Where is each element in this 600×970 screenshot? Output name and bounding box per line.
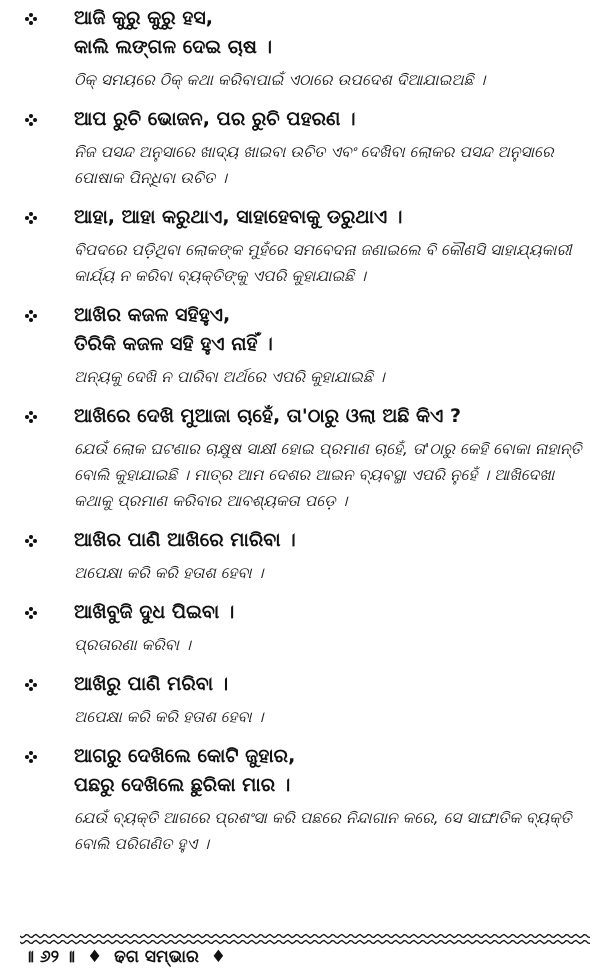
proverb-text — [74, 526, 582, 555]
proverb-meaning: ଅପେକ୍ଷା କରି କରି ହତାଶ ହେବା । — [74, 564, 264, 582]
proverb-text — [74, 4, 582, 62]
proverb-line: ଆଖିରୁ ପାଣି ମରିବା । — [74, 673, 229, 695]
proverb-line: ଆଜି କୁରୁ କୁରୁ ହସ, — [74, 7, 213, 29]
proverb-line: ଆଖିର କଜଳ ସହିହୁଏ, — [74, 304, 231, 326]
proverb-entry — [0, 598, 600, 658]
proverb-text — [74, 203, 582, 232]
proverb-text — [74, 670, 582, 699]
four-petal-ornament-icon — [24, 678, 38, 692]
proverb-entry — [0, 105, 600, 191]
proverb-entry — [0, 301, 600, 390]
proverb-text — [74, 301, 582, 359]
four-petal-ornament-icon — [24, 534, 38, 548]
four-petal-ornament-icon — [24, 12, 38, 26]
proverb-line: ତିରିକି କଜଳ ସହି ହୁଏ ନାହିଁ । — [74, 333, 273, 355]
proverb-meaning: ପ୍ରତାରଣା କରିବା । — [74, 636, 191, 654]
proverb-line: ଆଖିରେ ଦେଖି ମୁଆଜା ଚାହେଁ, ତା'ଠାରୁ ଓଲା ଅଛି କିଏ ? — [74, 405, 462, 427]
proverb-entry — [0, 526, 600, 586]
proverb-line: ପଛରୁ ଦେଖିଲେ ଛୁରିକା ମାର । — [74, 774, 291, 796]
proverb-meaning: ବିପଦରେ ପଡ଼ିଥିବା ଲୋକଙ୍କ ମୁହଁରେ ସମବେଦନା ଜଣାଇଲେ ବି କୌଣସି ସାହାଯ୍ୟକାରୀ କାର୍ଯ୍ୟ ନ କରିବା ବ୍ୟକ୍ତିଙ୍କୁ ଏପରି କୁହାଯାଇଛି । — [74, 241, 572, 285]
page-footer — [24, 947, 232, 967]
proverb-meaning: ଅପେକ୍ଷା କରି କରି ହତାଶ ହେବା । — [74, 708, 264, 726]
proverb-line: ଆହା, ଆହା କରୁଥାଏ, ସାହାହେବାକୁ ଡରୁଥାଏ । — [74, 206, 403, 228]
four-petal-ornament-icon — [24, 410, 38, 424]
proverb-list — [0, 4, 600, 869]
proverb-line: ଆପ ରୁଚି ଭୋଜନ, ପର ରୁଚି ପହରଣ । — [74, 108, 356, 130]
page-number: ॥ ୬୨ ॥ — [24, 947, 76, 967]
four-petal-ornament-icon — [24, 606, 38, 620]
proverb-text — [74, 598, 582, 627]
proverb-entry — [0, 402, 600, 514]
four-petal-ornament-icon — [24, 113, 38, 127]
proverb-meaning: ଯେଉଁ ବ୍ୟକ୍ତି ଆଗରେ ପ୍ରଶଂସା କରି ପଛରେ ନିନ୍ଦାଗାନ କରେ, ସେ ସାଙ୍ଘାତିକ ବ୍ୟକ୍ତି ବୋଲି ପରିଗଣିତ ହୁଏ । — [74, 809, 572, 853]
proverb-meaning: ଯେଉଁ ଲୋକ ଘଟଣାର ଚାକ୍ଷୁଷ ସାକ୍ଷୀ ହୋଇ ପ୍ରମାଣ ଚାହେଁ, ତା'ଠାରୁ କେହି ବୋକା ନାହାନ୍ତି ବୋଲି କୁହାଯାଇଛି । ମାତ୍ର ଆମ ଦେଶର ଆଇନ ବ୍ୟବସ୍ଥା ଏପରି ନୁହେଁ । ଆଖିଦେଖା କଥାକୁ ପ୍ରମାଣ କରିବାର ଆବଶ୍ୟକତା ପଡ଼େ । — [74, 440, 582, 510]
book-title: ଢଗ ସମ୍ଭାର — [114, 947, 199, 967]
proverb-meaning: ଠିକ୍ ସମୟରେ ଠିକ୍ କଥା କରିବାପାଇଁ ଏଠାରେ ଉପଦେଶ ଦିଆଯାଇଅଛି । — [74, 71, 486, 89]
proverb-entry — [0, 742, 600, 857]
proverb-meaning: ଅନ୍ୟକୁ ଦେଖି ନ ପାରିବା ଅର୍ଥରେ ଏପରି କୁହାଯାଇଛି । — [74, 368, 385, 386]
proverb-text — [74, 105, 582, 134]
proverb-entry — [0, 203, 600, 289]
proverb-meaning: ନିଜ ପସନ୍ଦ ଅନୁସାରେ ଖାଦ୍ୟ ଖାଇବା ଉଚିତ ଏବଂ ଦେଖିବା ଲୋକର ପସନ୍ଦ ଅନୁସାରେ ପୋଷାକ ପିନ୍ଧିବା ଉଚିତ । — [74, 143, 554, 187]
four-petal-ornament-icon — [24, 750, 38, 764]
proverb-line: ଆଖିବୁଜି ଦୁଧ ପିଇବା । — [74, 601, 235, 623]
proverb-text — [74, 402, 582, 431]
proverb-entry — [0, 4, 600, 93]
proverb-line: ଆଗରୁ ଦେଖିଲେ କୋଟି ଜୁହାର, — [74, 745, 296, 767]
four-petal-ornament-icon — [24, 211, 38, 225]
proverb-text — [74, 742, 582, 800]
proverb-line: ଆଖିର ପାଣି ଆଖିରେ ମାରିବା । — [74, 529, 296, 551]
four-petal-ornament-icon — [24, 309, 38, 323]
diamond-right-icon: ♦ — [210, 947, 227, 967]
proverb-line: କାଲି ଲଙ୍ଗଳ ଦେଇ ଚାଷ । — [74, 36, 273, 58]
diamond-left-icon: ♦ — [87, 947, 103, 967]
wavy-rule-icon — [20, 932, 590, 946]
proverb-entry — [0, 670, 600, 730]
